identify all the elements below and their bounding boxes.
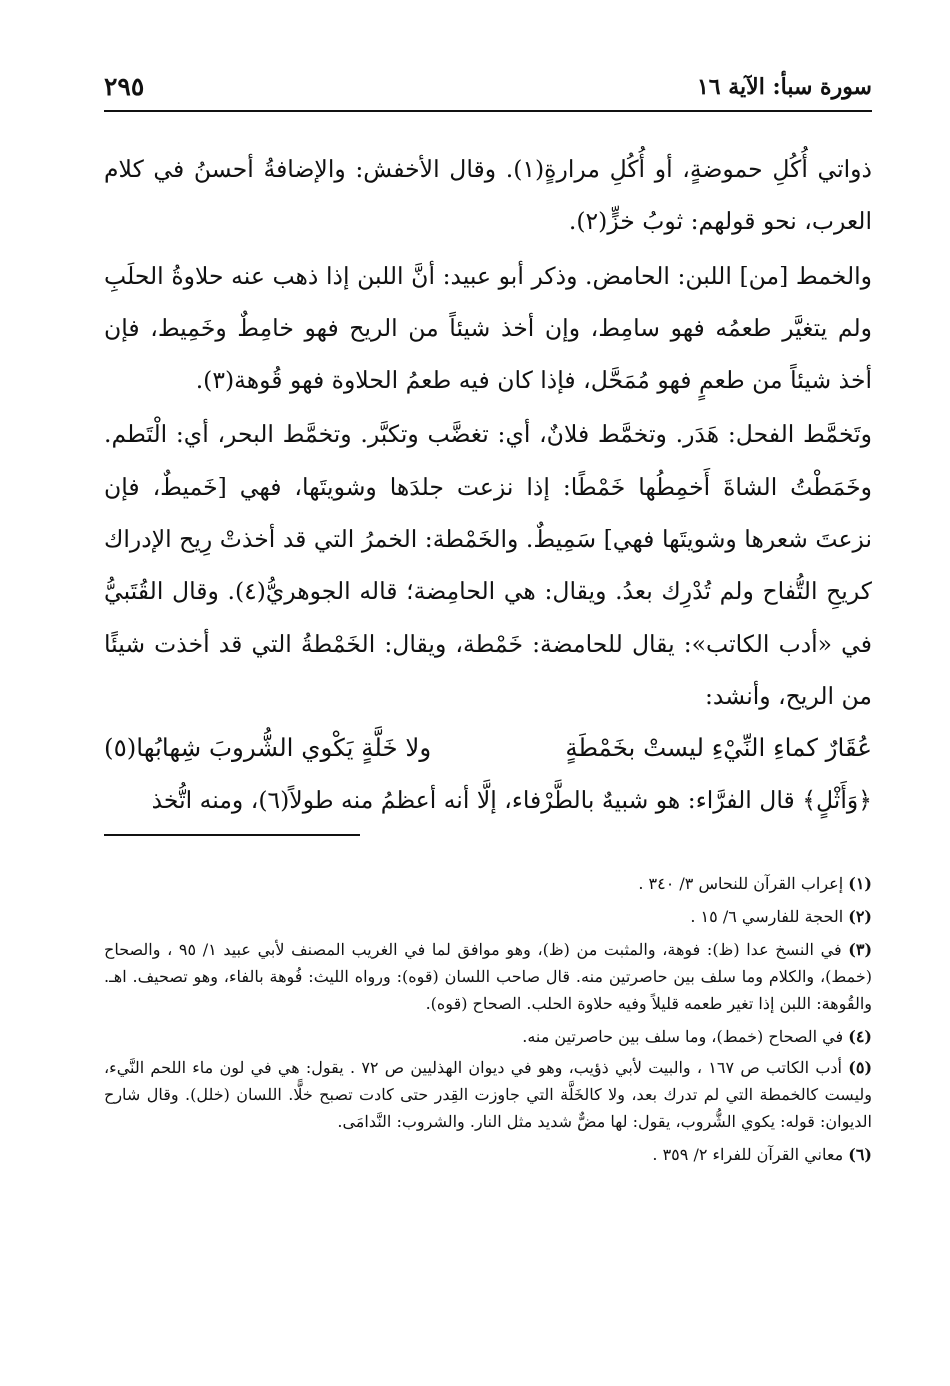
poetry-verse <box>104 722 872 774</box>
footnote-number: (٣) <box>848 940 873 959</box>
running-header <box>104 70 872 112</box>
paragraph-4: ﴿وَأَثْلٍ﴾ قال الفرَّاء: هو شبيهٌ بالطَّرْفاء، إلَّا أنه أعظمُ منه طولاً(٦)، ومنه اتُّخذ <box>151 786 872 815</box>
footnote-number: (٤) <box>848 1027 872 1046</box>
paragraph-3: وتَخمَّط الفحل: هَدَر. وتخمَّط فلانٌ، أي: تغضَّب وتكبَّر. وتخمَّط البحر، أي: الْتَطم. وخَمَطْتُ الشاةَ أَخمِطُها خَمْطًا: إذا نزعت جلدَها وشويتَها، فهي [خَميطٌ، فإن نزعتَ شعرها وشويتَها فهي] سَمِيطٌ. والخَمْطة: الخمرُ التي قد أخذتْ رِيح الإدراك كريحِ التُّفاح ولم تُدْرِك بعدُ. ويقال: هي الحامِضة؛ قاله الجوهريُّ(٤). وقال القُتَبيُّ في «أدب الكاتب»: يقال للحامضة: خَمْطة، ويقال: الخَمْطةُ التي قد أخذت شيئًا من الريح، وأنشد: <box>104 420 873 710</box>
footnote-separator <box>104 834 360 836</box>
footnote-text: إعراب القرآن للنحاس ٣/ ٣٤٠ . <box>638 874 844 893</box>
footnote-number: (١) <box>848 874 872 893</box>
paragraph-1: ذواتي أُكُلِ حموضةٍ، أو أُكُلِ مرارةٍ(١). وقال الأخفش: والإضافةُ أحسنُ في كلام العرب، نحو قولهم: ثوبُ خزٍّ(٢). <box>104 155 872 236</box>
main-text <box>104 143 872 827</box>
footnotes <box>104 870 872 1174</box>
footnote-text: معاني القرآن للفراء ٢/ ٣٥٩ . <box>652 1145 844 1164</box>
verse-first-hemistich: عُقَارٌ كماءِ النِّيْءِ ليستْ بخَمْطَةٍ <box>565 733 872 763</box>
footnote-4 <box>104 1023 872 1050</box>
footnote-text: في الصحاح (خمط)، وما سلف بين حاصرتين منه. <box>522 1027 844 1046</box>
page-number: ٢٩٥ <box>104 72 145 101</box>
footnote-text: الحجة للفارسي ٦/ ١٥ . <box>690 907 844 926</box>
footnote-number: (٦) <box>848 1145 872 1164</box>
footnote-2 <box>104 903 872 930</box>
footnote-text: أدب الكاتب ص ١٦٧ ، والبيت لأبي ذؤيب، وهو في ديوان الهذليين ص ٧٢ . يقول: هي في لون ماء اللحم النَّيء، وليست كالخمطة التي لم تدرك بعد، ولا كالخَلَّة التي جاوزت القِدر حتى كادت تصبح خلًّا. اللسان (خلل). وقال شارح الديوان: قوله: يكوي الشُّروب، يقول: لها مضٌّ شديد مثل النار. والشروب: النَّدامَى. <box>104 1058 872 1131</box>
footnote-5 <box>104 1054 872 1135</box>
footnote-number: (٥) <box>848 1058 873 1077</box>
footnote-number: (٢) <box>848 907 872 926</box>
paragraph-2: والخمط [من] اللبن: الحامض. وذكر أبو عبيد: أنَّ اللبن إذا ذهب عنه حلاوةُ الحلَبِ ولم يتغيَّر طعمُه فهو سامِط، وإن أخذ شيئاً من الريح فهو خامِطٌ وخَمِيط، فإن أخذ شيئاً من طعمٍ فهو مُمَحَّل، فإذا كان فيه طعمُ الحلاوة فهو قُوهة(٣). <box>104 261 872 395</box>
footnote-3 <box>104 936 872 1017</box>
footnote-text: في النسخ عدا (ظ): فوهة، والمثبت من (ظ)، وهو موافق لما في الغريب المصنف لأبي عبيد ١/ ٩٥ ، والصحاح (خمط)، والكلام وما سلف بين حاصرتين منه. قال صاحب اللسان (قوه): ورواه الليث: فُوهة بالفاء، وهو تصحيف. اهـ. والقُوهة: اللبن إذا تغير طعمه قليلاً وفيه حلاوة الحلب. الصحاح (قوه). <box>104 940 872 1013</box>
footnote-6 <box>104 1141 872 1168</box>
verse-second-hemistich: ولا خَلَّةٍ يَكْوي الشُّروبَ شِهابُها(٥) <box>104 733 432 763</box>
footnote-1 <box>104 870 872 897</box>
running-title: سورة سبأ: الآية ١٦ <box>696 74 872 100</box>
